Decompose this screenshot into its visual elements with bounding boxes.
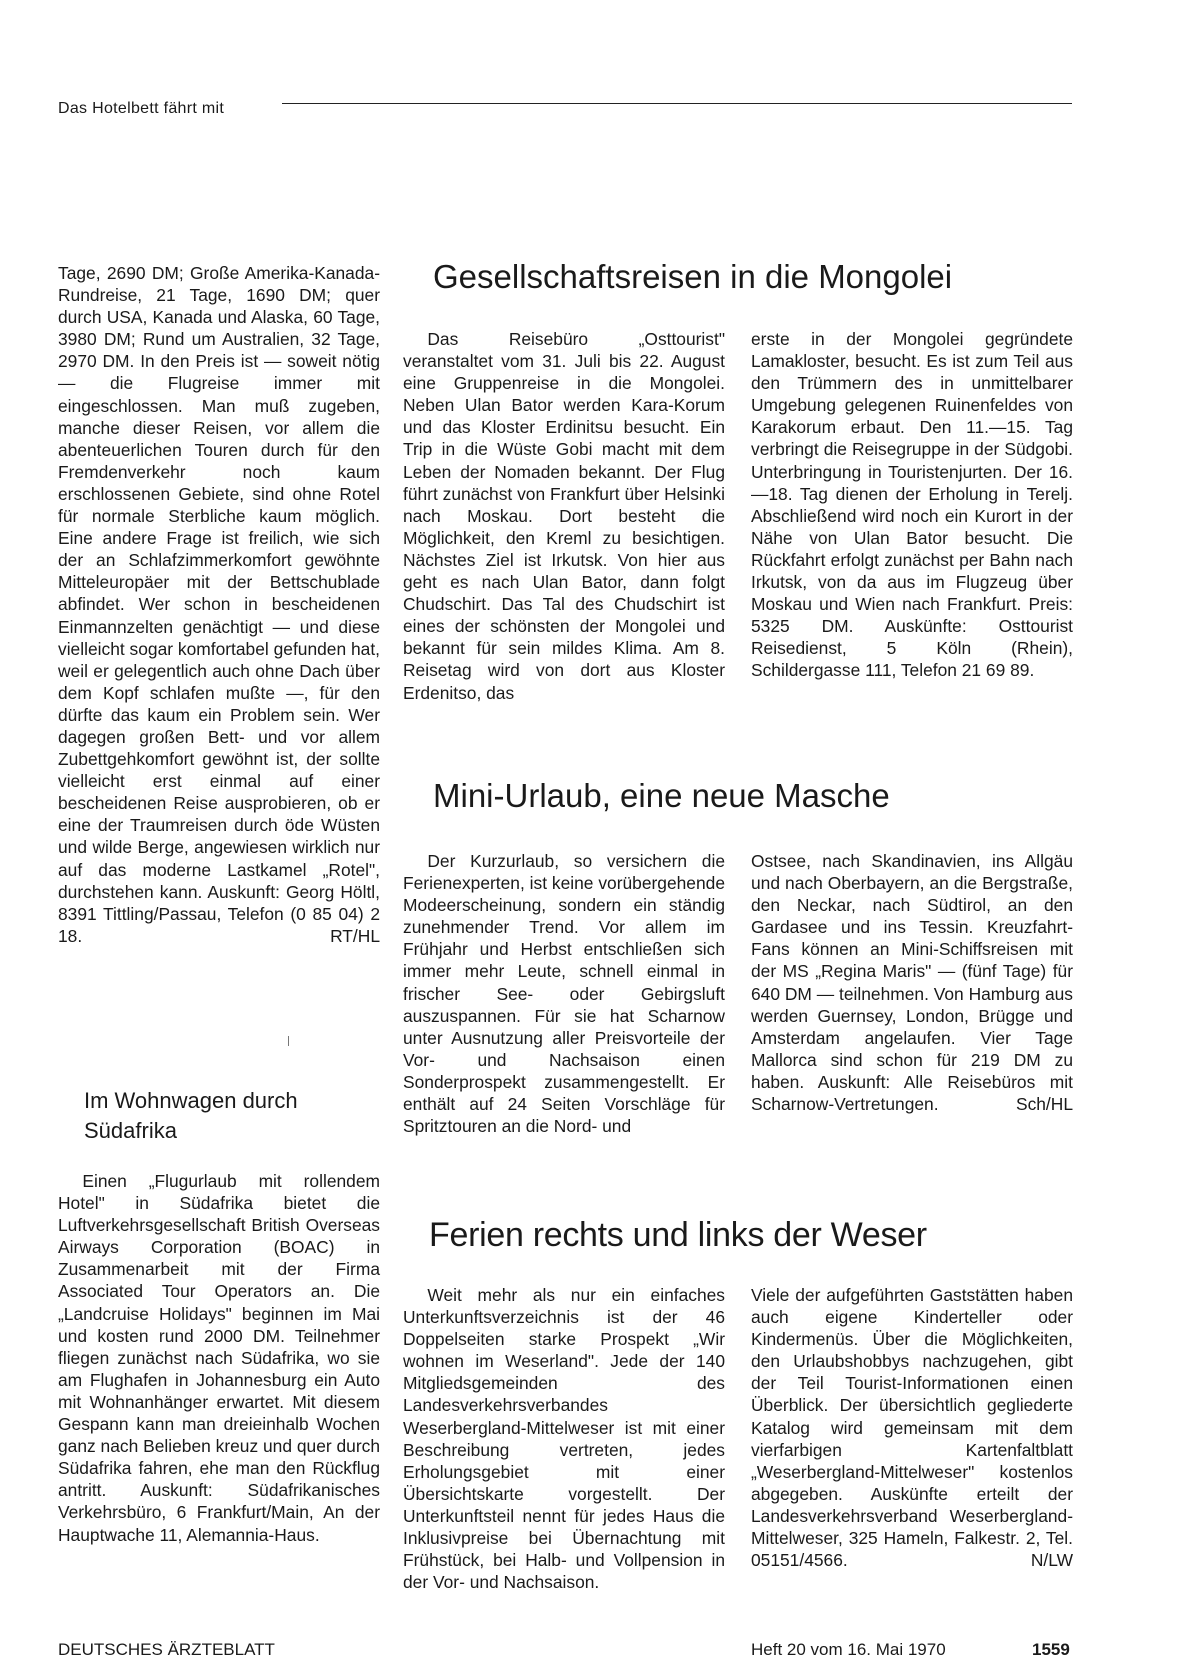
article-miniurlaub-col2: [751, 850, 1073, 1115]
article-miniurlaub-heading: [433, 777, 1073, 815]
article-paragraph: [751, 850, 1073, 1115]
article-title: Mini-Urlaub, eine neue Masche: [433, 777, 890, 814]
article-text: Ostsee, nach Skandinavien, ins Allgäu und nach Oberbayern, an die Bergstraße, den Neckar, nach Südtirol, an den Gardasee und ins Tessin. Kreuzfahrt-Fans können an Mini-Schiffsreisen mit der MS „Regina Maris" — (fünf Tage) für 640 DM — teilnehmen. Von Hamburg aus werden Guernsey, London, Brügge und Amsterdam angelaufen. Vier Tage Mallorca sind schon für 219 DM zu haben. Auskunft: Alle Reisebüros mit Scharnow-Vertretungen.: [751, 851, 1073, 1115]
header-rule: [282, 103, 1072, 104]
article-suedafrika-heading: [84, 1086, 374, 1146]
continuation-paragraph: [58, 262, 380, 947]
signature: Sch/HL: [1015, 1094, 1073, 1115]
article-paragraph: Einen „Flugurlaub mit rollendem Hotel" in Südafrika bietet die Luftverkehrsgesellschaft British Overseas Airways Corporation (BOAC) in Zusammenarbeit mit der Firma Associated Tour Operators an. Die „Landcruise Holidays" beginnen im Mai und kosten rund 2000 DM. Teilnehmer fliegen zunächst nach Südafrika, wo sie am Flughafen in Johannesburg ein Auto mit Wohnanhänger erwartet. Mit diesem Gespann kann man dreieinhalb Wochen ganz nach Belieben kreuz und quer durch Südafrika fahren, ehe man den Rückflug antritt. Auskunft: Südafrikanisches Verkehrsbüro, 6 Frankfurt/Main, An der Hauptwache 11, Alemannia-Haus.: [58, 1171, 380, 1545]
running-head: Das Hotelbett fährt mit: [58, 100, 225, 117]
article-suedafrika-body: [58, 1170, 380, 1546]
article-weser-heading: [429, 1216, 1079, 1255]
continuation-text: Tage, 2690 DM; Große Amerika-Kanada-Rundreise, 21 Tage, 1690 DM; quer durch USA, Kanada und Alaska, 60 Tage, 3980 DM; Rund um Australien, 32 Tage, 2970 DM. In den Preis ist — soweit nötig — die Flugreise immer mit eingeschlossen. Man muß zugeben, manche dieser Reisen, vor allem die abenteuerlichen Touren durch für den Fremdenverkehr noch kaum erschlossenen Gebiete, sind ohne Rotel für normale Sterbliche kaum möglich. Eine andere Frage ist freilich, wie sich der an Schlafzimmerkomfort gewöhnte Mitteleuropäer mit der Bettschublade abfindet. Wer schon in bescheidenen Einmannzelten genächtigt — und diese vielleicht sogar komfortabel gefunden hat, weil er gelegentlich auch ohne Dach über dem Kopf schlafen mußte —, für den dürfte das kaum ein Problem sein. Wer dagegen großen Bett- und vor allem Zubettgehkomfort gewöhnt ist, der sollte vielleicht erst einmal auf einer bescheidenen Reise ausprobieren, ob er eine der Traumreisen durch öde Wüsten und wilde Berge, angewiesen wirklich nur auf das moderne Lastkamel „Rotel", durchstehen kann. Auskunft: Georg Höltl, 8391 Tittling/Passau, Telefon (0 85 04) 2 18.: [58, 263, 380, 946]
article-weser-col1: [403, 1284, 725, 1593]
article-paragraph: erste in der Mongolei gegründete Lamakloster, besucht. Es ist zum Teil aus den Trümmern des in unmittelbarer Umgebung gelegenen Ruinenfeldes von Karakorum erbaut. Den 11.—15. Tag verbringt die Reisegruppe in der Südgobi. Unterbringung in Touristenjurten. Der 16.—18. Tag dienen der Erholung in Terelj. Abschließend wird noch ein Kurort in der Nähe von Ulan Bator besucht. Die Rückfahrt erfolgt zunächst per Bahn nach Irkutsk, von da aus im Flugzeug über Moskau und Wien nach Frankfurt. Preis: 5325 DM. Auskünfte: Osttourist Reisedienst, 5 Köln (Rhein), Schildergasse 111, Telefon 21 69 89.: [751, 329, 1073, 681]
article-text: Viele der aufgeführten Gaststätten haben auch eigene Kinderteller oder Kindermenüs. Über die Möglichkeiten, den Urlaubshobbys nachzugehen, gibt der Teil Tourist-Informationen einen Überblick. Der übersichtlich gegliederte Katalog wird gemeinsam mit dem vierfarbigen Kartenfaltblatt „Weserbergland-Mittelweser" kostenlos abgegeben. Auskünfte erteilt der Landesverkehrsverband Weserbergland-Mittelweser, 325 Hameln, Falkestr. 2, Tel. 05151/4566.: [751, 1285, 1073, 1571]
article-miniurlaub-col1: [403, 850, 725, 1137]
article-mongolei-col2: [751, 328, 1073, 682]
article-title: Ferien rechts und links der Weser: [429, 1216, 927, 1254]
footer-journal: DEUTSCHES ÄRZTEBLATT: [58, 1640, 275, 1659]
page-number: 1559: [1032, 1640, 1070, 1659]
article-title: Gesellschaftsreisen in die Mongolei: [433, 258, 953, 295]
article-mongolei-col1: [403, 328, 725, 704]
article-title: Im Wohnwagen durch Südafrika: [84, 1088, 298, 1143]
column-left-continuation: [58, 262, 380, 947]
column-mark: [288, 1036, 289, 1046]
signature: RT/HL: [330, 925, 380, 946]
signature: N/LW: [1030, 1550, 1073, 1571]
article-weser-col2: [751, 1284, 1073, 1571]
article-paragraph: [751, 1284, 1073, 1571]
article-paragraph: Das Reisebüro „Osttourist" veranstaltet vom 31. Juli bis 22. August eine Gruppenreise in die Mongolei. Neben Ulan Bator werden Kara-Korum und das Kloster Erdinitsu besucht. Ein Trip in die Wüste Gobi macht mit dem Leben der Nomaden bekannt. Der Flug führt zunächst von Frankfurt über Helsinki nach Moskau. Dort besteht die Möglichkeit, den Kreml zu besichtigen. Nächstes Ziel ist Irkutsk. Von hier aus geht es nach Ulan Bator, dann folgt Chudschirt. Das Tal des Chudschirt ist eines der schönsten der Mongolei und bekannt für sein mildes Klima. Am 8. Reisetag wird von dort aus Kloster Erdenitso, das: [403, 329, 725, 703]
footer-issue: Heft 20 vom 16. Mai 1970: [751, 1640, 946, 1659]
article-mongolei-heading: [433, 258, 1073, 296]
article-paragraph: Der Kurzurlaub, so versichern die Ferienexperten, ist keine vorübergehende Modeerscheinung, sondern ein ständig zunehmender Trend. Vor allem im Frühjahr und Herbst entschließen sich immer mehr Leute, schnell einmal in frischer See- oder Gebirgsluft auszuspannen. Für sie hat Scharnow unter Ausnutzung aller Preisvorteile der Vor- und Nachsaison einen Sonderprospekt zusammengestellt. Er enthält auf 24 Seiten Vorschläge für Spritztouren an die Nord- und: [403, 851, 725, 1137]
article-paragraph: Weit mehr als nur ein einfaches Unterkunftsverzeichnis ist der 46 Doppelseiten starke Prospekt „Wir wohnen im Weserland". Jede der 140 Mitgliedsgemeinden des Landesverkehrsverbandes Weserbergland-Mittelweser ist mit einer Beschreibung vertreten, jedes Erholungsgebiet mit einer Übersichtskarte vorgestellt. Der Unterkunftsteil nennt für jedes Haus die Inklusivpreise bei Übernachtung mit Frühstück, bei Halb- und Vollpension in der Vor- und Nachsaison.: [403, 1285, 725, 1593]
